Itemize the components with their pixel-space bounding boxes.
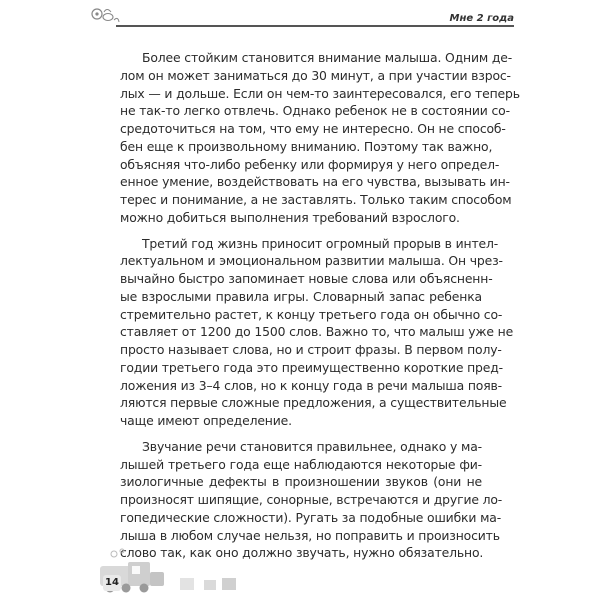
text-line: слово так, как оно должно звучать, нужно обязательно. xyxy=(120,545,484,561)
page-number: 14 xyxy=(103,575,121,591)
text-line: произносят шипящие, сонорные, встречаются и другие ло- xyxy=(120,492,503,507)
text-line: ые взрослыми правила игры. Словарный запас ребенка xyxy=(120,288,482,304)
header-title: Мне 2 года xyxy=(449,13,514,24)
text-line: лыша в любом случае нельзя, но поправить и произносить xyxy=(120,527,500,543)
paragraph xyxy=(120,235,514,430)
running-header xyxy=(116,12,514,27)
text-line: стремительно растет, к концу третьего года он обычно со- xyxy=(120,306,503,322)
text-line: ложения из 3–4 слов, но к концу года в речи малыша появ- xyxy=(120,377,502,393)
text-line: годии третьего года это преимущественно короткие пред- xyxy=(120,359,503,375)
text-line: просто называет слова, но и строит фразы. В первом полу- xyxy=(120,342,502,357)
text-line: гопедические сложности). Ругать за подобные ошибки ма- xyxy=(120,509,502,525)
text-line: лышей третьего года еще наблюдаются некоторые фи- xyxy=(120,456,482,472)
text-line: вычайно быстро запоминает новые слова или объясненн- xyxy=(120,271,493,286)
body-text xyxy=(120,49,520,570)
text-line: не так-то легко отвлечь. Однако ребенок не в состоянии со- xyxy=(120,103,510,119)
text-line: ставляет от 1200 до 1500 слов. Важно то, что малыш уже не xyxy=(120,324,514,340)
text-line: терес и понимание, а не заставлять. Только таким способом xyxy=(120,192,512,207)
paragraph xyxy=(120,438,503,562)
text-line: лых — и дольше. Если он чем-то заинтересовался, его теперь xyxy=(120,85,520,101)
text-line: бен еще к произвольному вниманию. Поэтому так важно, xyxy=(120,138,493,154)
text-line: енное умение, воздействовать на его чувства, вызывать ин- xyxy=(120,174,510,190)
text-line: можно добиться выполнения требований взрослого. xyxy=(120,209,460,225)
text-line: средоточиться на том, что ему не интересно. Он не способ- xyxy=(120,121,506,136)
text-line: зиологичные дефекты в произношении звуков (они не xyxy=(120,474,482,490)
text-line: Более стойким становится внимание малыша. Одним де- xyxy=(142,50,513,65)
text-line: лом он может заниматься до 30 минут, а при участии взрос- xyxy=(120,67,511,83)
paragraph xyxy=(120,49,520,227)
text-line: чаще имеют определение. xyxy=(120,413,292,428)
text-line: объясняя что-либо ребенку или формируя у него определ- xyxy=(120,156,500,172)
text-line: Звучание речи становится правильнее, однако у ма- xyxy=(142,438,482,454)
text-line: ляются первые сложные предложения, а существительные xyxy=(120,395,507,411)
text-line: Третий год жизнь приносит огромный прорыв в интел- xyxy=(142,235,499,251)
text-line: лектуальном и эмоциональном развитии малыша. Он чрез- xyxy=(120,253,503,269)
